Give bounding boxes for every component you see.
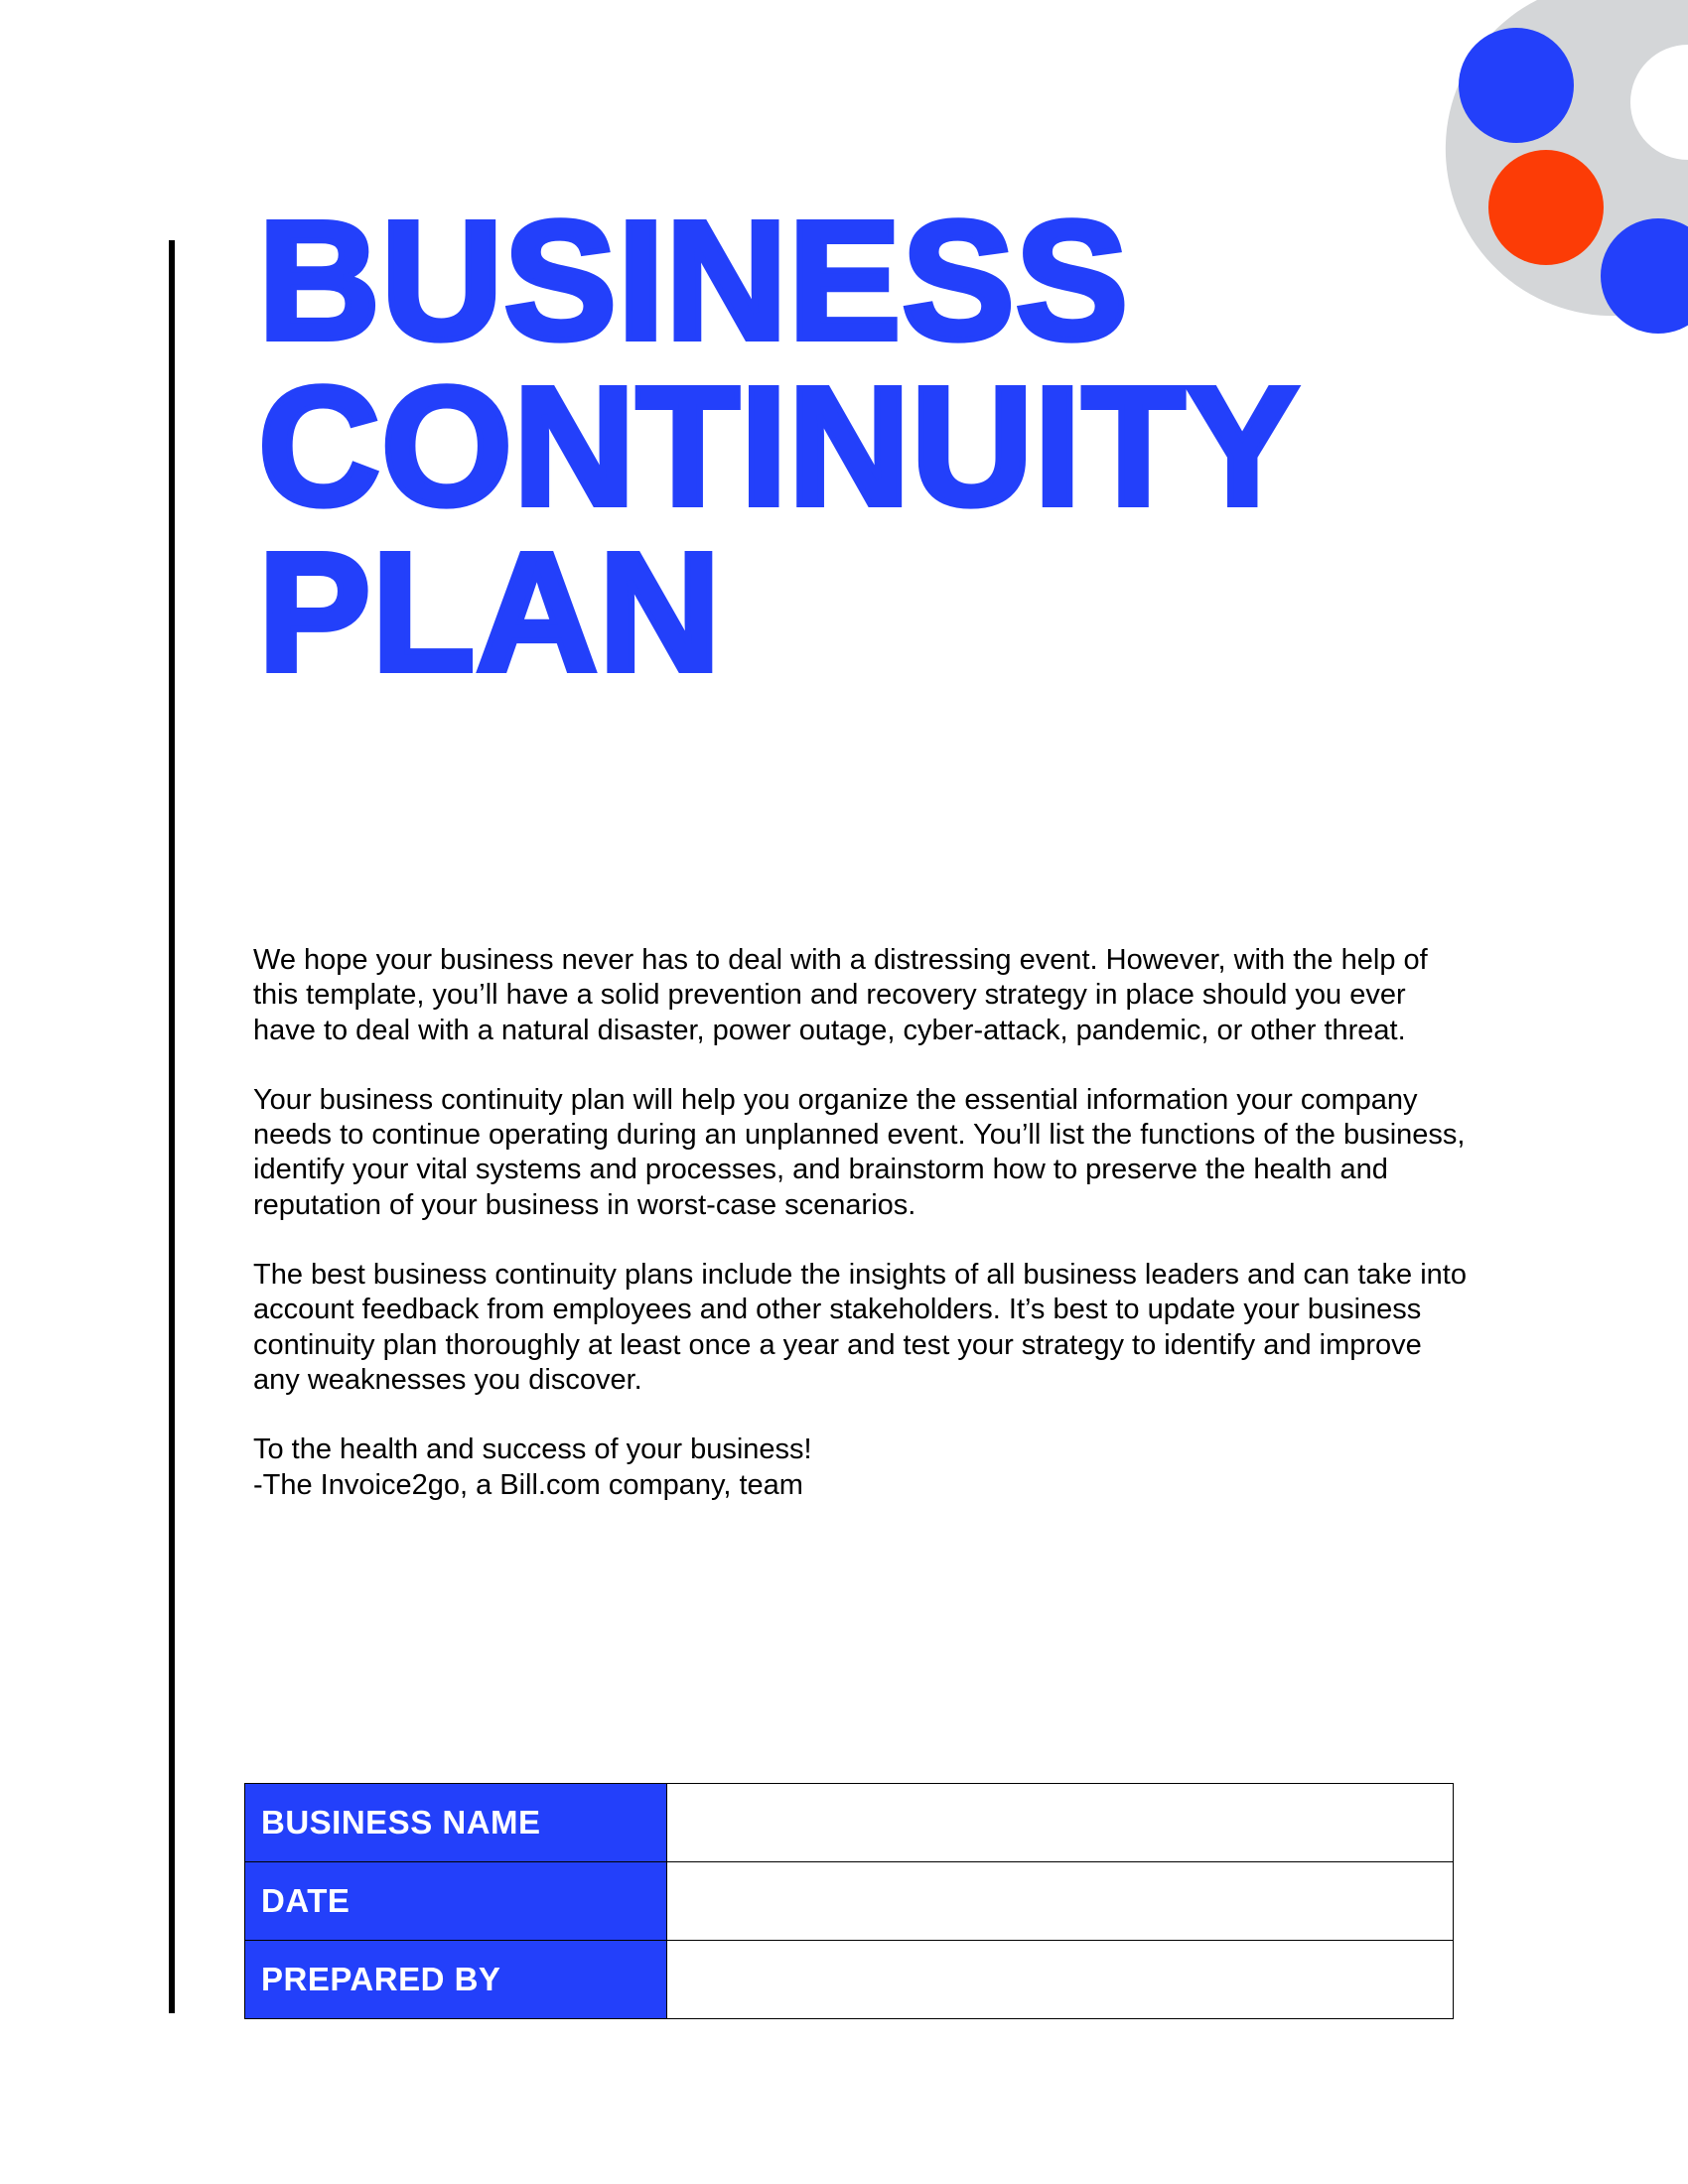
table-row-date [245,1862,1454,1941]
title-line-1: BUSINESS [258,187,1130,375]
decor-orange-circle [1488,150,1604,265]
left-vertical-rule [169,240,175,2013]
table-row-business-name [245,1784,1454,1862]
closing-line-2: -The Invoice2go, a Bill.com company, team [253,1468,803,1501]
decor-blue-circle-top [1459,28,1574,143]
title-line-3: PLAN [258,518,722,707]
intro-paragraph-3: The best business continuity plans include the insights of all business leaders and can take into account feedback from employees and other stakeholders. It’s best to update your business continuity plan thoroughly at least once a year and test your strategy to identify and improve any weaknesses you discover. [253,1259,1467,1396]
prepared-by-field[interactable] [667,1941,1454,2019]
business-name-field[interactable] [667,1784,1454,1862]
intro-text [253,943,1475,1538]
title-line-2: CONTINUITY [258,352,1300,541]
page-title [258,187,1300,707]
business-name-label: BUSINESS NAME [245,1784,667,1862]
date-field[interactable] [667,1862,1454,1941]
intro-paragraph-1: We hope your business never has to deal with a distressing event. However, with the help of this template, you’ll have a solid prevention and recovery strategy in place should you ever have to deal with a natural disaster, power outage, cyber-attack, pandemic, or other threat. [253,944,1428,1046]
intro-paragraph-2: Your business continuity plan will help you organize the essential information your company needs to continue operating during an unplanned event. You’ll list the functions of the business, identify your vital systems and processes, and brainstorm how to preserve the health and reputation of your business in worst-case scenarios. [253,1083,1466,1221]
prepared-by-label: PREPARED BY [245,1941,667,2019]
closing-note [253,1433,1475,1503]
table-row-prepared-by [245,1941,1454,2019]
plan-info-table [244,1783,1454,2019]
closing-line-1: To the health and success of your business! [253,1433,812,1466]
date-label: DATE [245,1862,667,1941]
